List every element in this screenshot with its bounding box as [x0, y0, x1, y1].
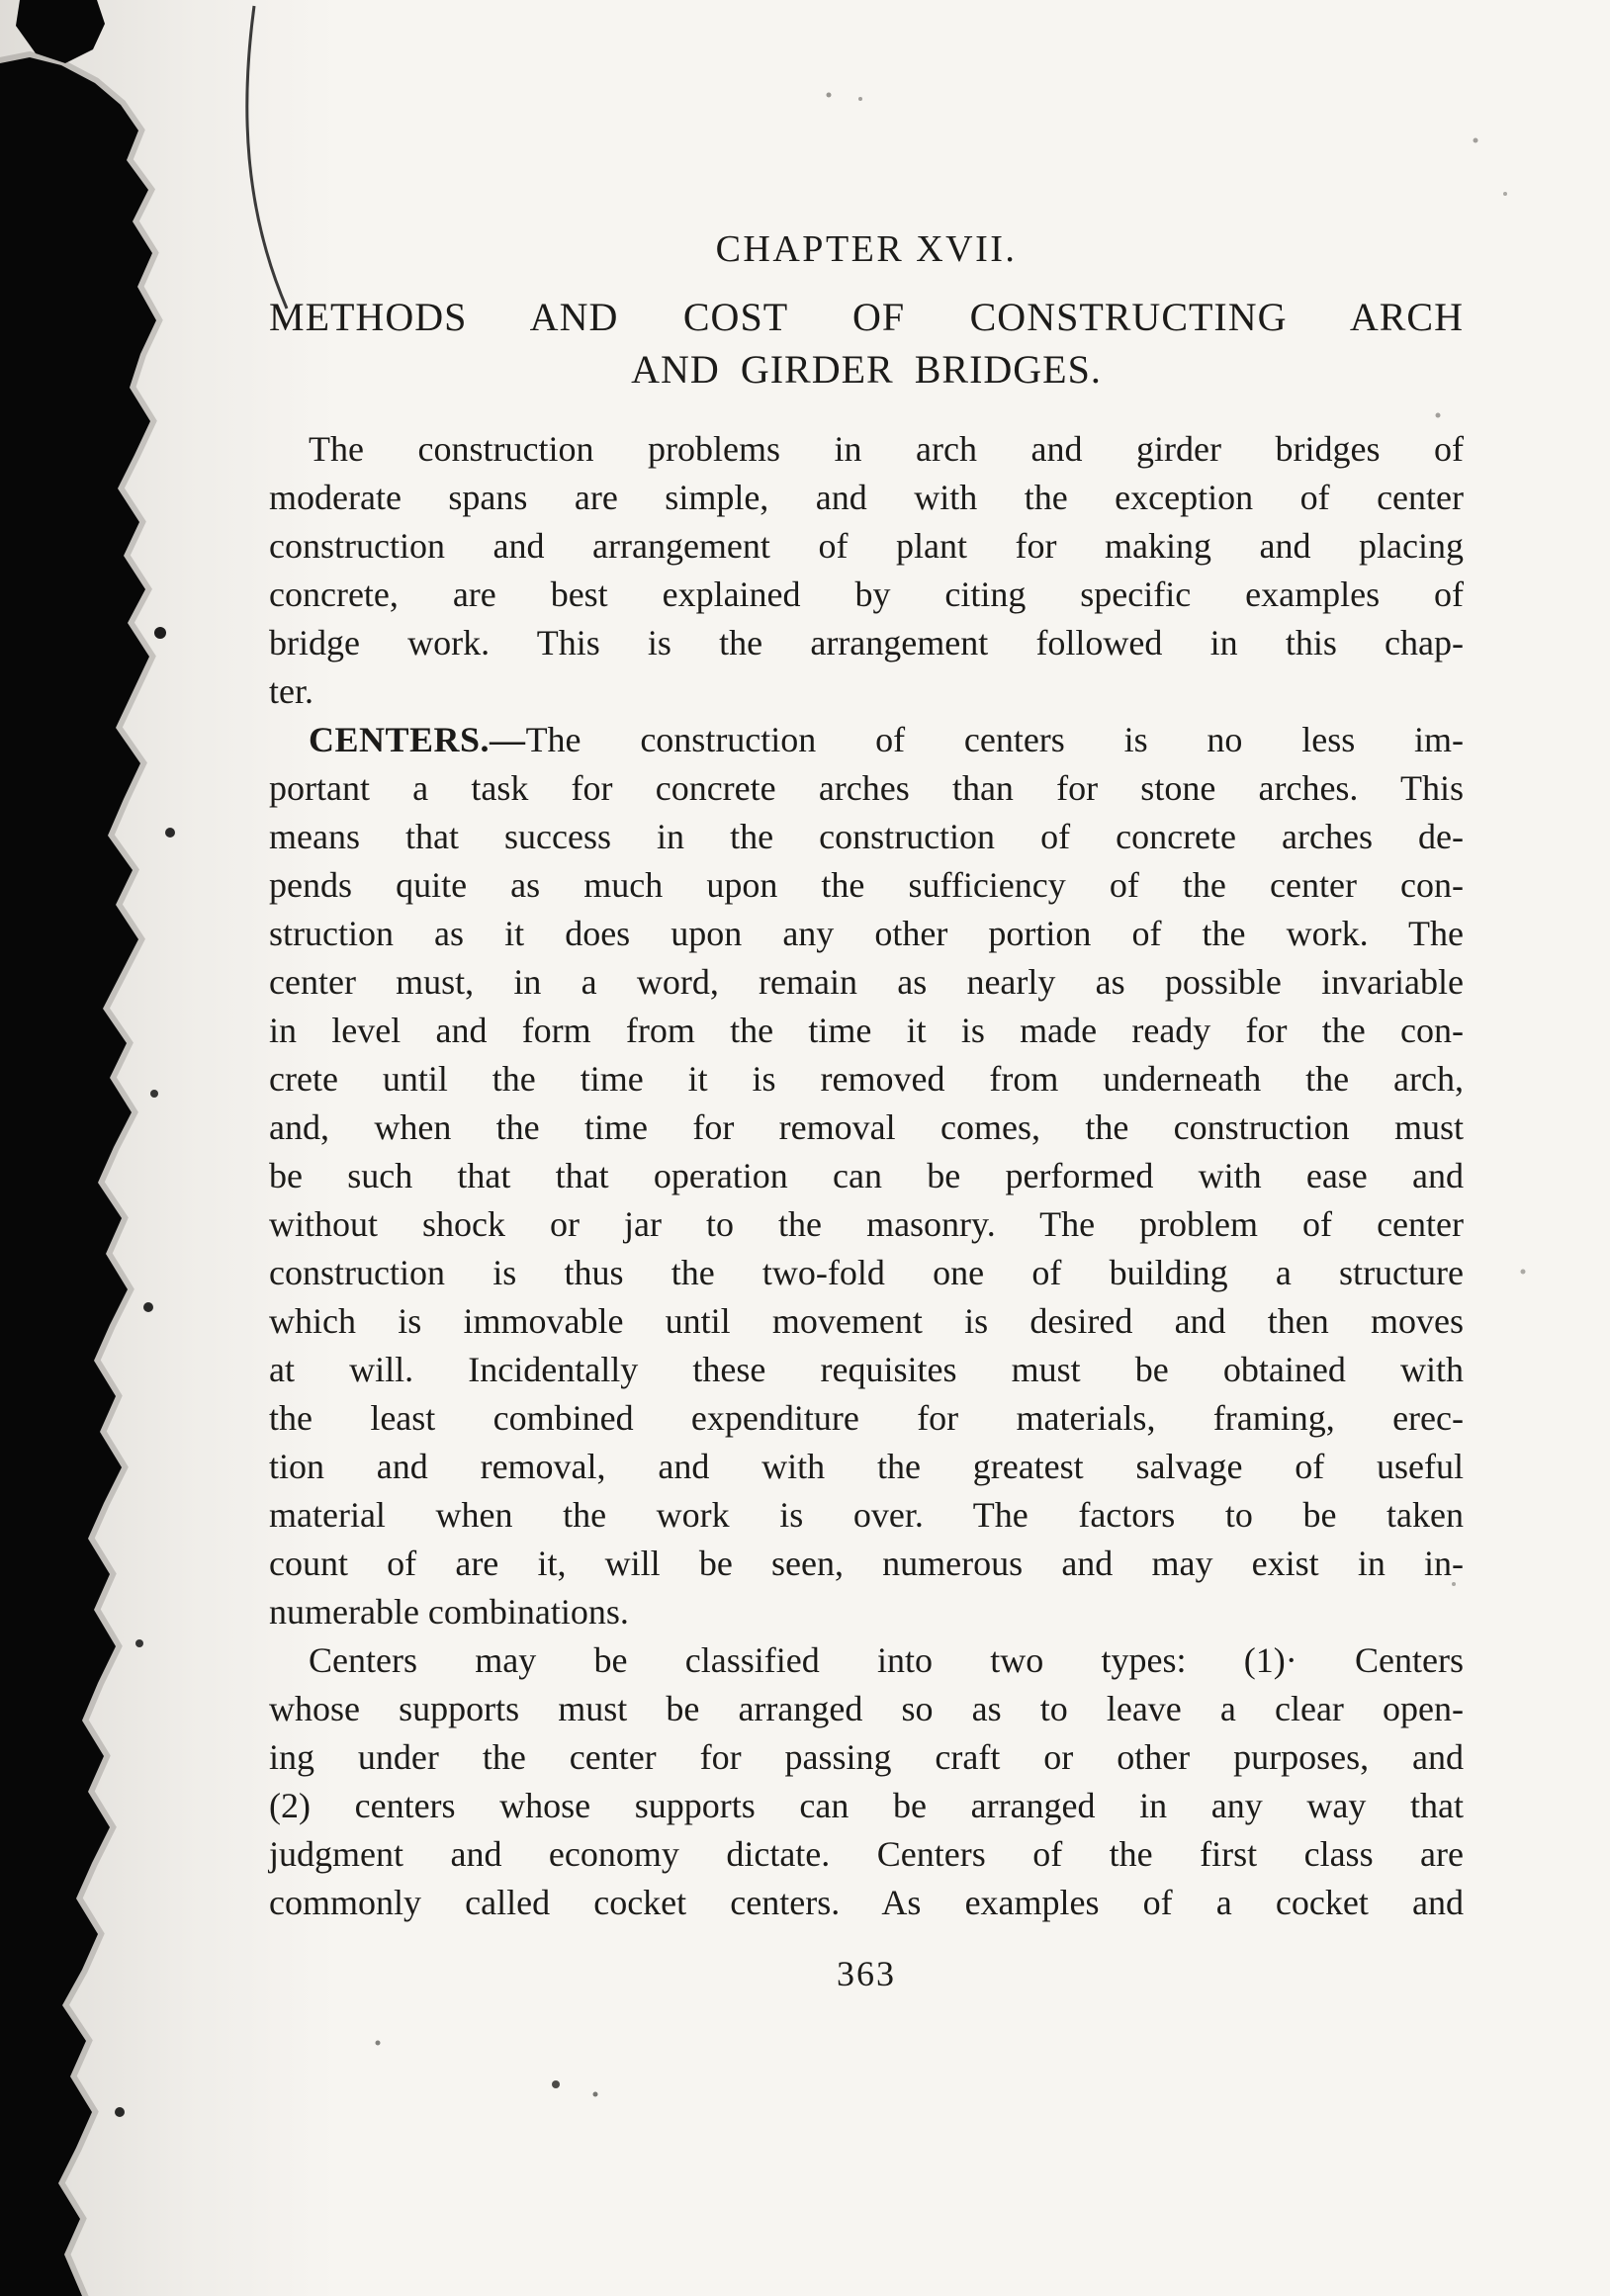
- page-speck: [1474, 138, 1478, 143]
- text-line: judgment and economy dictate. Centers of the first class are: [269, 1834, 1464, 1874]
- text-block: [269, 227, 1464, 1994]
- text-line: material when the work is over. The factors to be taken: [269, 1495, 1464, 1535]
- text-line: and, when the time for removal comes, the construction must: [269, 1107, 1464, 1147]
- paragraph: [269, 1636, 1464, 1927]
- paragraph-lead: CENTERS.—: [309, 720, 526, 759]
- ink-speck: [150, 1090, 158, 1098]
- text-line: construction is thus the two-fold one of building a structure: [269, 1253, 1464, 1292]
- ink-speck: [165, 828, 175, 838]
- scan-edge-fringe: [0, 57, 156, 2296]
- text-line: ing under the center for passing craft or other purposes, and: [269, 1737, 1464, 1777]
- scan-corner-blob: [16, 0, 105, 63]
- page-speck: [552, 2080, 560, 2088]
- page-speck: [858, 97, 862, 101]
- text-line: commonly called cocket centers. As examples of a cocket and: [269, 1883, 1464, 1922]
- paragraph: [269, 425, 1464, 716]
- text-line: means that success in the construction of concrete arches de-: [269, 817, 1464, 856]
- text-line: construction and arrangement of plant for making and placing: [269, 526, 1464, 566]
- text-line: which is immovable until movement is desired and then moves: [269, 1301, 1464, 1341]
- text-line: CENTERS.—The construction of centers is no less im-: [309, 720, 1464, 759]
- text-line: Centers may be classified into two types: (1)· Centers: [309, 1640, 1464, 1680]
- text-line: whose supports must be arranged so as to leave a clear open-: [269, 1689, 1464, 1728]
- ink-speck: [135, 1639, 143, 1647]
- scan-edge-black-band: [0, 57, 156, 2296]
- section-heading-line-2: AND GIRDER BRIDGES.: [631, 347, 1102, 392]
- text-line: ter.: [269, 671, 313, 711]
- text-line: portant a task for concrete arches than for stone arches. This: [269, 768, 1464, 808]
- page-speck: [593, 2092, 598, 2097]
- ink-speck: [154, 627, 166, 639]
- text-line: crete until the time it is removed from underneath the arch,: [269, 1059, 1464, 1099]
- page-speck: [1521, 1270, 1526, 1275]
- paragraph: [269, 716, 1464, 1636]
- text-line: struction as it does upon any other portion of the work. The: [269, 914, 1464, 953]
- ink-speck: [115, 2107, 125, 2117]
- text-line: tion and removal, and with the greatest salvage of useful: [269, 1447, 1464, 1486]
- ink-speck: [143, 1302, 153, 1312]
- text-line: (2) centers whose supports can be arranged in any way that: [269, 1786, 1464, 1825]
- text-line: moderate spans are simple, and with the exception of center: [269, 478, 1464, 517]
- text-line: numerable combinations.: [269, 1592, 629, 1632]
- section-heading: [269, 291, 1464, 396]
- text-line: The construction problems in arch and girder bridges of: [309, 429, 1464, 469]
- text-line: concrete, are best explained by citing specific examples of: [269, 574, 1464, 614]
- section-heading-line-1: METHODS AND COST OF CONSTRUCTING ARCH: [269, 295, 1464, 339]
- text-line: pends quite as much upon the sufficiency of the center con-: [269, 865, 1464, 905]
- text-line: at will. Incidentally these requisites must be obtained with: [269, 1350, 1464, 1389]
- page-number: 363: [837, 1954, 896, 1993]
- chapter-title: CHAPTER XVII.: [715, 228, 1018, 270]
- text-line: center must, in a word, remain as nearly as possible invariable: [269, 962, 1464, 1002]
- page-speck: [827, 93, 832, 98]
- text-line: without shock or jar to the masonry. The problem of center: [269, 1204, 1464, 1244]
- text-line: in level and form from the time it is made ready for the con-: [269, 1011, 1464, 1050]
- body-text: [269, 425, 1464, 1927]
- page-speck: [1503, 192, 1507, 196]
- text-line: bridge work. This is the arrangement followed in this chap-: [269, 623, 1464, 662]
- text-line: be such that that operation can be performed with ease and: [269, 1156, 1464, 1195]
- text-line: count of are it, will be seen, numerous and may exist in in-: [269, 1544, 1464, 1583]
- text-line: the least combined expenditure for materials, framing, erec-: [269, 1398, 1464, 1438]
- page-speck: [376, 2041, 381, 2046]
